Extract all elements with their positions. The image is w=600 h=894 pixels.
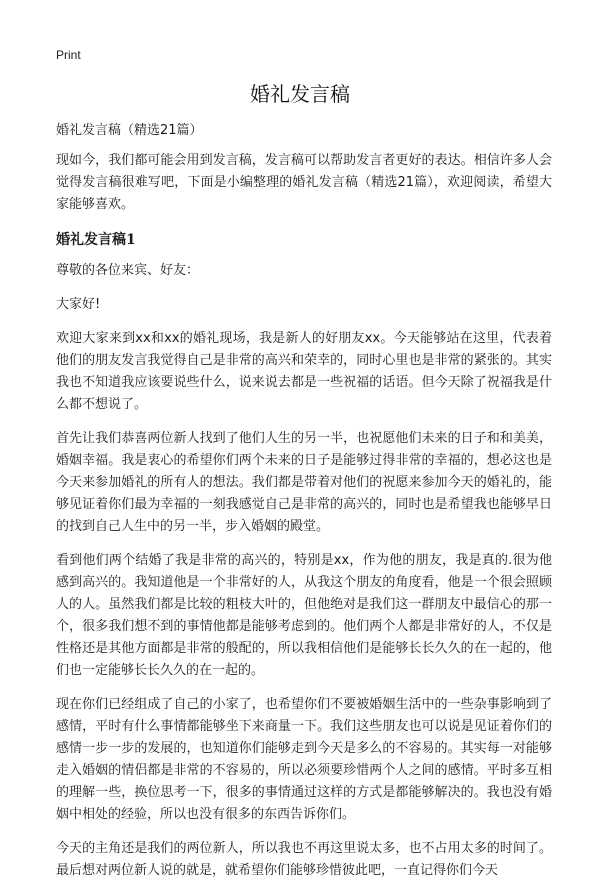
- greeting-line-2: 大家好!: [56, 297, 101, 312]
- document-body: [56, 120, 552, 894]
- intro-paragraph: 现如今，我们都可能会用到发言稿，发言稿可以帮助发言者更好的表达。相信许多人会觉得发言稿很难写吧，下面是小编整理的婚礼发言稿（精选21篇），欢迎阅读，希望大家能够喜欢。: [56, 153, 552, 212]
- section-heading: 婚礼发言稿1: [56, 232, 136, 248]
- greeting-line: 尊敬的各位来宾、好友：: [56, 263, 200, 278]
- body-paragraph: 首先让我们恭喜两位新人找到了他们人生的另一半，也祝愿他们未来的日子和和美美，婚姻幸福。我是衷心的希望你们两个未来的日子是能够过得非常的幸福的，想必这也是今天来参加婚礼的所有人的想法。我们都是带着对他们的祝愿来参加今天的婚礼的，能够见证着你们最为幸福的一刻我感觉自己是非常的高兴的，同时也是希望我也能够早日的找到自己人生中的另一半，步入婚姻的殿堂。: [56, 431, 552, 534]
- document-title: 婚礼发言稿: [250, 82, 350, 106]
- document-subtitle: 婚礼发言稿（精选21篇）: [56, 123, 203, 138]
- print-label[interactable]: Print: [56, 48, 81, 62]
- body-paragraph: 欢迎大家来到xx和xx的婚礼现场，我是新人的好朋友xx。今天能够站在这里，代表着他们的朋友发言我觉得自己是非常的高兴和荣幸的，同时心里也是非常的紧张的。其实我也不知道我应该要说些什么，说来说去都是一些祝福的话语。但今天除了祝福我是什么都不想说了。: [56, 331, 552, 412]
- body-paragraph: 今天的主角还是我们的两位新人，所以我也不再这里说太多，也不占用太多的时间了。最后想对两位新人说的就是，就希望你们能够珍惜彼此吧，一直记得你们今天: [56, 841, 552, 878]
- body-paragraph: 看到他们两个结婚了我是非常的高兴的，特别是xx，作为他的朋友，我是真的.很为他感到高兴的。我知道他是一个非常好的人，从我这个朋友的角度看，他是一个很会照顾人的人。虽然我们都是比较的粗枝大叶的，但他绝对是我们这一群朋友中最信心的那一个，很多我们想不到的事情他都是能够考虑到的。他们两个人都是非常好的人，不仅是性格还是其他方面都是非常的般配的，所以我相信他们是能够长长久久的在一起的，他们也一定能够长长久久的在一起的。: [56, 553, 552, 678]
- body-paragraph: 现在你们已经组成了自己的小家了，也希望你们不要被婚姻生活中的一些杂事影响到了感情，平时有什么事情都能够坐下来商量一下。我们这些朋友也可以说是见证着你们的感情一步一步的发展的，也知道你们能够走到今天是多么的不容易的。其实每一对能够走入婚姻的情侣都是非常的不容易的，所以必须要珍惜两个人之间的感情。平时多互相的理解一些，换位思考一下，很多的事情通过这样的方式是都能够解决的。我也没有婚姻中相处的经验，所以也没有很多的东西告诉你们。: [56, 697, 552, 822]
